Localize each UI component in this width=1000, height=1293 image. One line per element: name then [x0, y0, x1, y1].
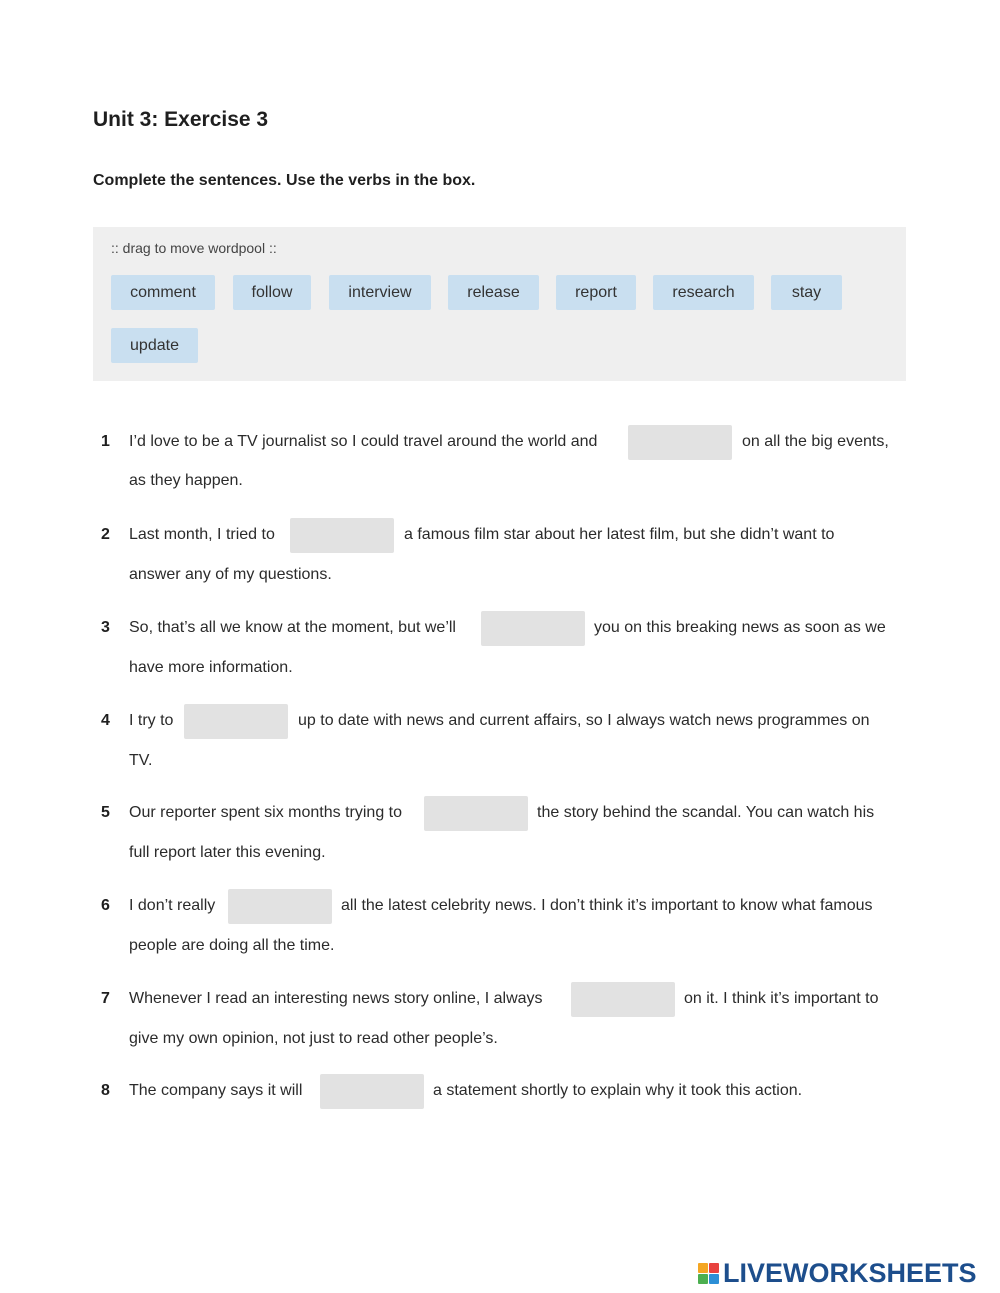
answer-gap-5[interactable]: [424, 796, 528, 831]
question-text-continued: have more information.: [129, 659, 293, 676]
question-number: 8: [101, 1082, 110, 1099]
question-text-continued: TV.: [129, 752, 153, 769]
question-text-continued: give my own opinion, not just to read other people’s.: [129, 1030, 498, 1047]
question-text-before: Last month, I tried to: [129, 526, 275, 543]
word-chip-update[interactable]: update: [111, 328, 198, 363]
instructions: Complete the sentences. Use the verbs in the box.: [93, 172, 476, 189]
wordpool-drag-handle[interactable]: :: drag to move wordpool ::: [111, 240, 277, 256]
question-text-after: a statement shortly to explain why it took this action.: [433, 1082, 803, 1099]
answer-gap-3[interactable]: [481, 611, 585, 646]
question-number: 2: [101, 526, 110, 543]
question-text-continued: as they happen.: [129, 472, 243, 489]
question-text-after: up to date with news and current affairs, so I always watch news programmes on: [298, 712, 870, 729]
question-number: 5: [101, 804, 110, 821]
question-text-continued: answer any of my questions.: [129, 566, 332, 583]
answer-gap-8[interactable]: [320, 1074, 424, 1109]
word-chip-follow[interactable]: follow: [233, 275, 311, 310]
page-title: Unit 3: Exercise 3: [93, 108, 269, 131]
word-chip-research[interactable]: research: [653, 275, 754, 310]
question-text-after: on it. I think it’s important to: [684, 990, 879, 1007]
question-text-before: So, that’s all we know at the moment, but we’ll: [129, 619, 456, 636]
word-chip-interview[interactable]: interview: [329, 275, 431, 310]
question-number: 6: [101, 897, 110, 914]
answer-gap-4[interactable]: [184, 704, 288, 739]
answer-gap-2[interactable]: [290, 518, 394, 553]
question-text-after: on all the big events,: [742, 433, 889, 450]
question-text-before: I don’t really: [129, 897, 216, 914]
question-text-after: all the latest celebrity news. I don’t think it’s important to know what famous: [341, 897, 873, 914]
question-text-before: Our reporter spent six months trying to: [129, 804, 402, 821]
question-text-continued: full report later this evening.: [129, 844, 326, 861]
question-text-after: you on this breaking news as soon as we: [594, 619, 886, 636]
question-text-continued: people are doing all the time.: [129, 937, 335, 954]
question-text-after: the story behind the scandal. You can watch his: [537, 804, 875, 821]
logo-text: LIVEWORKSHEETS: [723, 1257, 977, 1288]
word-chip-stay[interactable]: stay: [771, 275, 842, 310]
question-text-after: a famous film star about her latest film, but she didn’t want to: [404, 526, 835, 543]
liveworksheets-logo-icon: [698, 1263, 719, 1284]
answer-gap-7[interactable]: [571, 982, 675, 1017]
answer-gap-6[interactable]: [228, 889, 332, 924]
liveworksheets-logo: [698, 1258, 977, 1288]
question-number: 3: [101, 619, 110, 636]
wordpool: [93, 227, 906, 381]
answer-gap-1[interactable]: [628, 425, 732, 460]
question-text-before: The company says it will: [129, 1082, 303, 1099]
word-chip-release[interactable]: release: [448, 275, 539, 310]
word-chip-report[interactable]: report: [556, 275, 636, 310]
question-number: 7: [101, 990, 110, 1007]
question-text-before: I try to: [129, 712, 174, 729]
question-text-before: I’d love to be a TV journalist so I could travel around the world and: [129, 433, 598, 450]
word-chip-comment[interactable]: comment: [111, 275, 215, 310]
question-number: 1: [101, 433, 110, 450]
question-number: 4: [101, 712, 110, 729]
question-text-before: Whenever I read an interesting news story online, I always: [129, 990, 543, 1007]
